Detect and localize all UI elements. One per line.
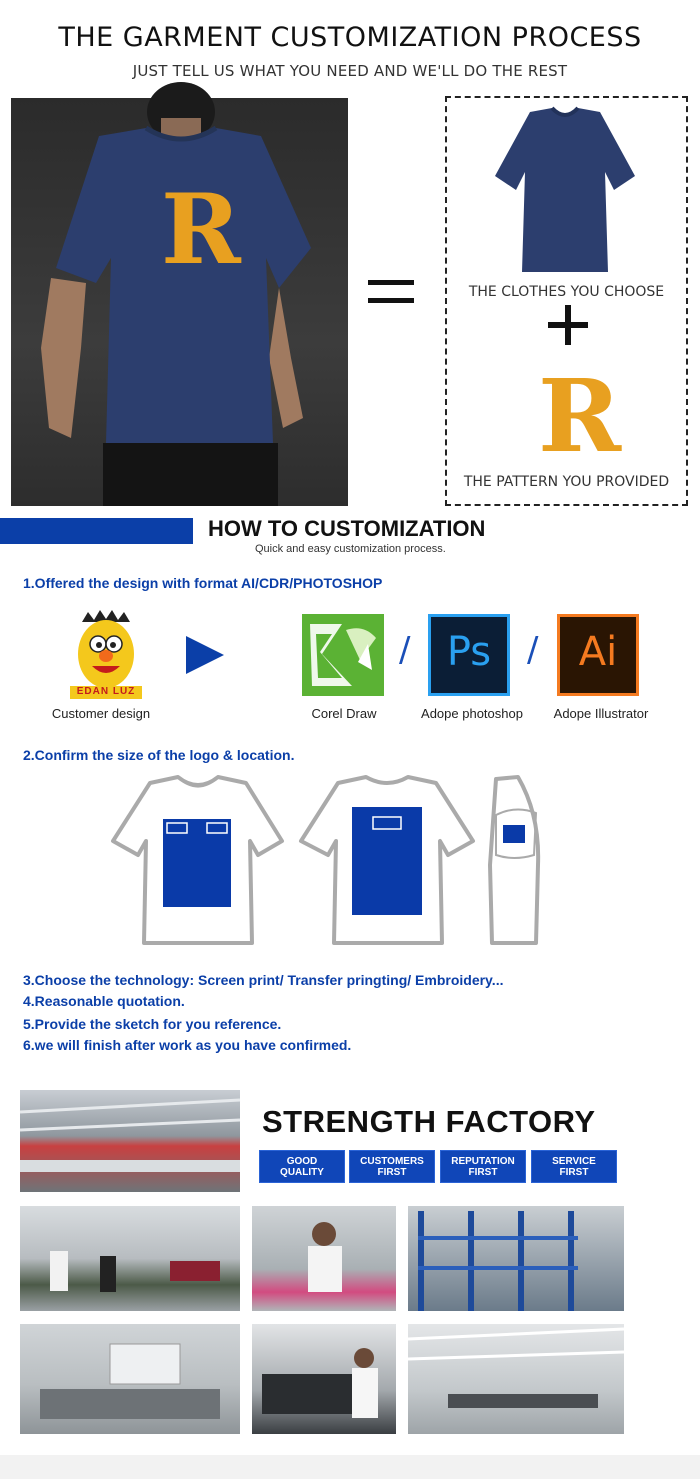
equals-icon: [368, 278, 414, 308]
factory-sewing-floor-photo: [408, 1324, 624, 1434]
badge-good-quality: GOOD QUALITY: [259, 1150, 345, 1183]
step-5: 5.Provide the sketch for you reference.: [23, 1016, 282, 1032]
customer-logo-text: EDAN LUZ: [76, 686, 136, 697]
shirt-print-letter: R: [161, 173, 241, 286]
tshirt-back-diagram: [298, 775, 476, 947]
factory-printing-machine-photo: [20, 1324, 240, 1434]
coreldraw-icon: [302, 614, 384, 696]
pattern-caption: THE PATTERN YOU PROVIDED: [463, 474, 670, 490]
clothes-caption: THE CLOTHES YOU CHOOSE: [468, 284, 665, 300]
plus-icon: [548, 305, 588, 345]
photoshop-icon-text: Ps: [446, 629, 492, 675]
factory-heat-press-photo: [252, 1324, 396, 1434]
pattern-letter: R: [538, 357, 622, 475]
coreldraw-label: Corel Draw: [311, 706, 377, 721]
page-title: THE GARMENT CUSTOMIZATION PROCESS: [58, 22, 642, 53]
photoshop-label: Adope photoshop: [421, 706, 523, 721]
step-4: 4.Reasonable quotation.: [23, 993, 185, 1009]
illustrator-label: Adope Illustrator: [553, 706, 649, 721]
badge-customers-first: CUSTOMERS FIRST: [349, 1150, 435, 1183]
step-2: 2.Confirm the size of the logo & location.: [23, 747, 295, 763]
factory-workshop-photo: [20, 1206, 240, 1311]
badge-service-first: SERVICE FIRST: [531, 1150, 617, 1183]
factory-production-line-photo: [20, 1090, 240, 1192]
section-accent-bar: [0, 518, 193, 544]
tshirt-sleeve-diagram: [486, 775, 542, 947]
badge-reputation-first: REPUTATION FIRST: [440, 1150, 526, 1183]
play-arrow-icon: [186, 636, 226, 674]
illustrator-icon: [557, 614, 639, 696]
step-3: 3.Choose the technology: Screen print/ Transfer pringting/ Embroidery...: [23, 972, 504, 988]
customer-design-label: Customer design: [51, 706, 151, 721]
section-subtitle: Quick and easy customization process.: [255, 543, 446, 555]
page-subtitle: JUST TELL US WHAT YOU NEED AND WE'LL DO THE REST: [132, 62, 568, 80]
customer-design-logo: [68, 610, 144, 700]
bottom-divider: [0, 1455, 700, 1479]
photoshop-icon: [428, 614, 510, 696]
hero-model-photo: [11, 98, 348, 506]
pattern-r-image: [536, 356, 622, 475]
step-6: 6.we will finish after work as you have confirmed.: [23, 1037, 352, 1053]
step-1: 1.Offered the design with format AI/CDR/PHOTOSHOP: [23, 575, 383, 591]
factory-warehouse-shelves-photo: [408, 1206, 624, 1311]
section-title: HOW TO CUSTOMIZATION: [208, 516, 486, 541]
strength-title: STRENGTH FACTORY: [262, 1104, 596, 1139]
tshirt-choice-image: [490, 106, 640, 276]
separator-slash: /: [399, 630, 411, 670]
separator-slash: /: [527, 630, 539, 670]
tshirt-front-diagram: [110, 775, 285, 947]
illustrator-icon-text: Ai: [578, 629, 618, 675]
factory-worker-folding-photo: [252, 1206, 396, 1311]
